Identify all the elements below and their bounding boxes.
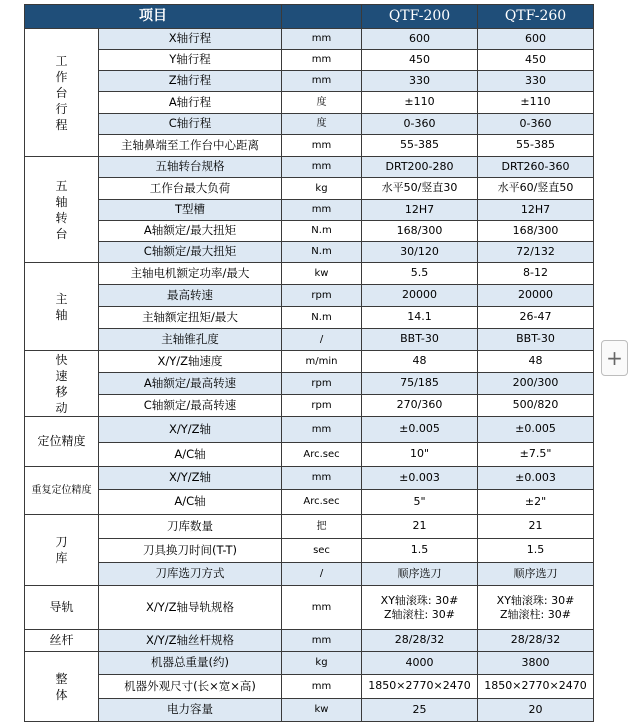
table-row <box>25 29 594 50</box>
value-cell: 500/820 <box>478 395 594 417</box>
table-row <box>25 395 594 417</box>
unit-cell: 度 <box>282 92 362 114</box>
value-cell: 600 <box>362 29 478 50</box>
value-cell: ±110 <box>478 92 594 114</box>
value-cell: 21 <box>478 515 594 539</box>
value-cell: ±0.003 <box>478 467 594 490</box>
unit-cell: mm <box>282 586 362 630</box>
value-cell: 48 <box>362 351 478 373</box>
item-cell: 机器总重量(约) <box>99 652 282 675</box>
item-cell: X/Y/Z轴 <box>99 417 282 443</box>
table-row <box>25 351 594 373</box>
value-cell: 21 <box>362 515 478 539</box>
table-row <box>25 443 594 467</box>
unit-cell: Arc.sec <box>282 443 362 467</box>
unit-cell: kg <box>282 652 362 675</box>
value-cell: 1.5 <box>362 539 478 563</box>
item-cell: 主轴锥孔度 <box>99 329 282 351</box>
table-row <box>25 157 594 178</box>
table-row <box>25 92 594 114</box>
unit-cell: kw <box>282 699 362 722</box>
unit-cell: N.m <box>282 221 362 242</box>
unit-cell: mm <box>282 467 362 490</box>
header-model-2: QTF-260 <box>478 5 594 29</box>
item-cell: X/Y/Z轴丝杆规格 <box>99 630 282 652</box>
table-row <box>25 675 594 699</box>
group-label: 丝杆 <box>25 630 99 652</box>
table-row <box>25 699 594 722</box>
group-label: 重复定位精度 <box>25 467 99 515</box>
item-cell: 刀库数量 <box>99 515 282 539</box>
unit-cell: mm <box>282 135 362 157</box>
value-cell: 330 <box>362 71 478 92</box>
value-cell: ±2" <box>478 490 594 515</box>
value-cell: ±110 <box>362 92 478 114</box>
item-cell: 主轴鼻端至工作台中心距离 <box>99 135 282 157</box>
value-cell: BBT-30 <box>478 329 594 351</box>
value-cell: 25 <box>362 699 478 722</box>
spec-table <box>24 4 594 722</box>
table-row <box>25 221 594 242</box>
item-cell: T型槽 <box>99 200 282 221</box>
value-cell: DRT260-360 <box>478 157 594 178</box>
unit-cell: mm <box>282 630 362 652</box>
value-cell: 12H7 <box>478 200 594 221</box>
value-cell: 168/300 <box>478 221 594 242</box>
unit-cell: N.m <box>282 242 362 263</box>
table-row <box>25 178 594 200</box>
value-cell: 72/132 <box>478 242 594 263</box>
item-cell: 最高转速 <box>99 285 282 307</box>
table-row <box>25 135 594 157</box>
table-row <box>25 630 594 652</box>
table-row <box>25 417 594 443</box>
add-button[interactable] <box>601 340 628 376</box>
item-cell: 机器外观尺寸(长×宽×高) <box>99 675 282 699</box>
unit-cell: Arc.sec <box>282 490 362 515</box>
unit-cell: mm <box>282 157 362 178</box>
unit-cell: mm <box>282 200 362 221</box>
table-row <box>25 329 594 351</box>
table-row <box>25 586 594 630</box>
table-row <box>25 307 594 329</box>
value-cell: 20000 <box>478 285 594 307</box>
value-cell: ±0.005 <box>478 417 594 443</box>
value-cell: 75/185 <box>362 373 478 395</box>
item-cell: 五轴转台规格 <box>99 157 282 178</box>
unit-cell: mm <box>282 50 362 71</box>
item-cell: X/Y/Z轴导轨规格 <box>99 586 282 630</box>
value-cell: 270/360 <box>362 395 478 417</box>
item-cell: 电力容量 <box>99 699 282 722</box>
value-cell: 20 <box>478 699 594 722</box>
value-cell: BBT-30 <box>362 329 478 351</box>
item-cell: 刀库选刀方式 <box>99 563 282 586</box>
plus-icon: + <box>606 346 623 370</box>
value-line: XY轴滚珠: 30# <box>496 593 575 607</box>
unit-cell: 度 <box>282 114 362 135</box>
value-cell: 5.5 <box>362 263 478 285</box>
unit-cell: mm <box>282 675 362 699</box>
table-row <box>25 467 594 490</box>
item-cell: Z轴行程 <box>99 71 282 92</box>
item-cell: A/C轴 <box>99 443 282 467</box>
group-label: 导轨 <box>25 586 99 630</box>
table-row <box>25 114 594 135</box>
group-label: 五轴转台 <box>25 157 99 263</box>
value-cell: 14.1 <box>362 307 478 329</box>
group-label: 定位精度 <box>25 417 99 467</box>
unit-cell: mm <box>282 71 362 92</box>
value-cell: 0-360 <box>478 114 594 135</box>
table-row <box>25 242 594 263</box>
value-cell: 200/300 <box>478 373 594 395</box>
value-cell: 4000 <box>362 652 478 675</box>
unit-cell: mm <box>282 417 362 443</box>
value-cell <box>362 586 478 630</box>
item-cell: A轴行程 <box>99 92 282 114</box>
value-cell: ±7.5" <box>478 443 594 467</box>
unit-cell: / <box>282 563 362 586</box>
header-unit <box>282 5 362 29</box>
item-cell: X轴行程 <box>99 29 282 50</box>
table-row <box>25 71 594 92</box>
table-row <box>25 373 594 395</box>
group-label: 工作台行程 <box>25 29 99 157</box>
table-row <box>25 490 594 515</box>
value-cell: 顺序选刀 <box>362 563 478 586</box>
item-cell: Y轴行程 <box>99 50 282 71</box>
value-cell: 1850×2770×2470 <box>362 675 478 699</box>
value-cell: 55-385 <box>478 135 594 157</box>
table-row <box>25 200 594 221</box>
value-cell <box>478 586 594 630</box>
value-cell: 顺序选刀 <box>478 563 594 586</box>
table-row <box>25 563 594 586</box>
item-cell: 工作台最大负荷 <box>99 178 282 200</box>
item-cell: X/Y/Z轴速度 <box>99 351 282 373</box>
header-row <box>25 5 594 29</box>
value-cell: 48 <box>478 351 594 373</box>
value-cell: 168/300 <box>362 221 478 242</box>
value-cell: ±0.003 <box>362 467 478 490</box>
value-cell: 水平50/竖直30 <box>362 178 478 200</box>
value-cell: 330 <box>478 71 594 92</box>
value-cell: 450 <box>362 50 478 71</box>
value-cell: 600 <box>478 29 594 50</box>
value-cell: 1850×2770×2470 <box>478 675 594 699</box>
table-row <box>25 539 594 563</box>
unit-cell: kw <box>282 263 362 285</box>
unit-cell: mm <box>282 29 362 50</box>
unit-cell: rpm <box>282 373 362 395</box>
value-cell: 20000 <box>362 285 478 307</box>
table-row <box>25 285 594 307</box>
unit-cell: m/min <box>282 351 362 373</box>
value-cell: 26-47 <box>478 307 594 329</box>
value-cell: 水平60/竖直50 <box>478 178 594 200</box>
item-cell: A轴额定/最高转速 <box>99 373 282 395</box>
value-cell: 10" <box>362 443 478 467</box>
header-model-1: QTF-200 <box>362 5 478 29</box>
value-cell: 3800 <box>478 652 594 675</box>
item-cell: A/C轴 <box>99 490 282 515</box>
table-row <box>25 515 594 539</box>
unit-cell: rpm <box>282 285 362 307</box>
unit-cell: kg <box>282 178 362 200</box>
item-cell: A轴额定/最大扭矩 <box>99 221 282 242</box>
unit-cell: 把 <box>282 515 362 539</box>
item-cell: C轴额定/最大扭矩 <box>99 242 282 263</box>
value-cell: DRT200-280 <box>362 157 478 178</box>
group-label: 刀库 <box>25 515 99 586</box>
item-cell: 主轴额定扭矩/最大 <box>99 307 282 329</box>
header-item: 项目 <box>25 5 282 29</box>
value-cell: 1.5 <box>478 539 594 563</box>
item-cell: X/Y/Z轴 <box>99 467 282 490</box>
value-cell: 30/120 <box>362 242 478 263</box>
item-cell: C轴额定/最高转速 <box>99 395 282 417</box>
value-line: Z轴滚柱: 30# <box>500 607 571 621</box>
item-cell: 主轴电机额定功率/最大 <box>99 263 282 285</box>
value-cell: 8-12 <box>478 263 594 285</box>
group-label: 主轴 <box>25 263 99 351</box>
value-line: XY轴滚珠: 30# <box>380 593 459 607</box>
value-cell: 5" <box>362 490 478 515</box>
unit-cell: / <box>282 329 362 351</box>
value-line: Z轴滚柱: 30# <box>384 607 455 621</box>
group-label: 整体 <box>25 652 99 722</box>
value-cell: 28/28/32 <box>478 630 594 652</box>
value-cell: 450 <box>478 50 594 71</box>
unit-cell: sec <box>282 539 362 563</box>
item-cell: 刀具换刀时间(T-T) <box>99 539 282 563</box>
group-label: 快速移动 <box>25 351 99 417</box>
table-row <box>25 263 594 285</box>
value-cell: 55-385 <box>362 135 478 157</box>
value-cell: ±0.005 <box>362 417 478 443</box>
value-cell: 0-360 <box>362 114 478 135</box>
unit-cell: rpm <box>282 395 362 417</box>
table-row <box>25 652 594 675</box>
unit-cell: N.m <box>282 307 362 329</box>
value-cell: 28/28/32 <box>362 630 478 652</box>
table-row <box>25 50 594 71</box>
item-cell: C轴行程 <box>99 114 282 135</box>
value-cell: 12H7 <box>362 200 478 221</box>
